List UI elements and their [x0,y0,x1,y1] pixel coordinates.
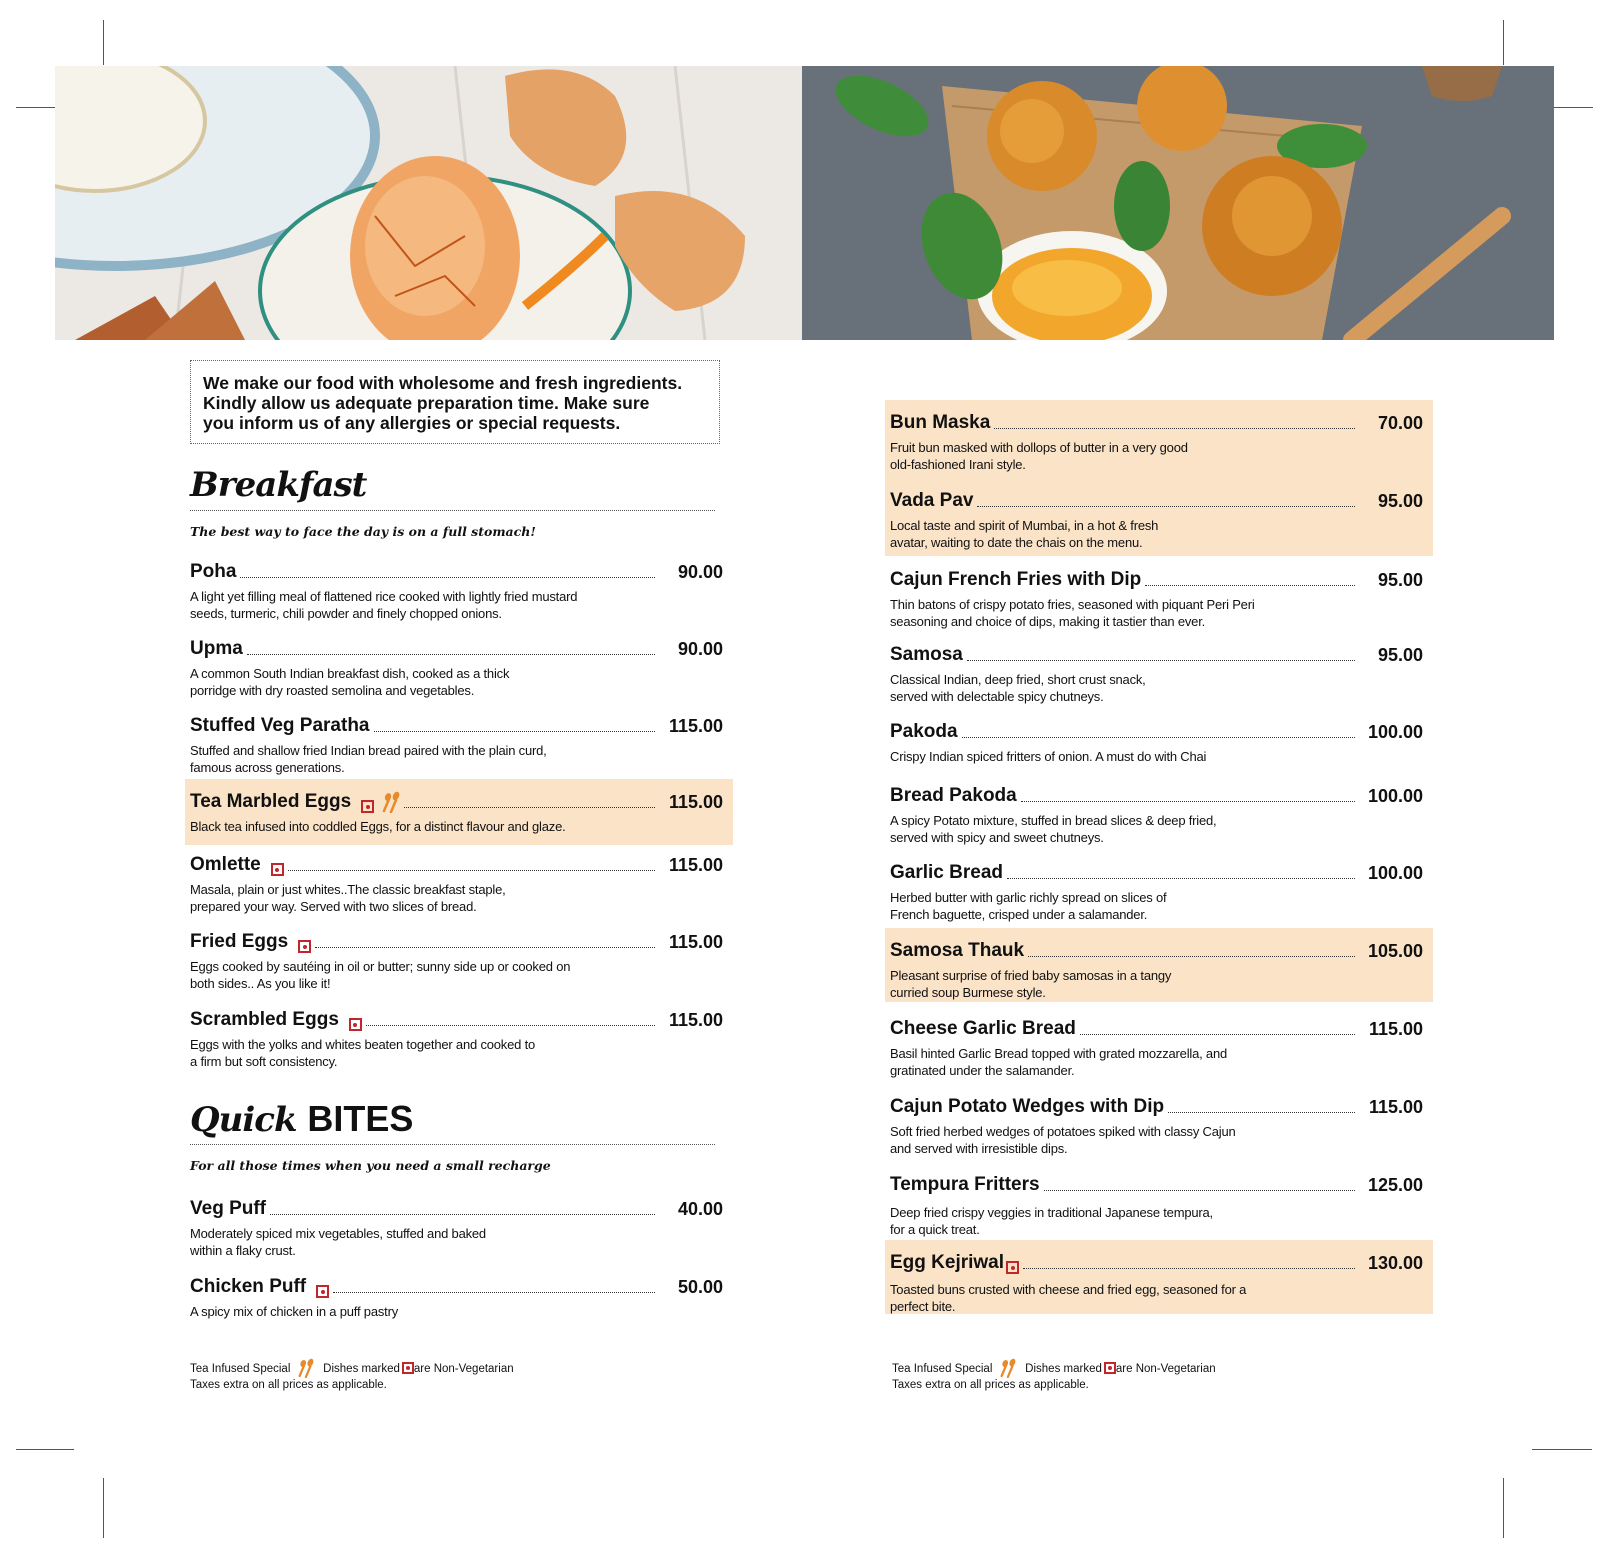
item-price: 125.00 [1367,1175,1423,1195]
tea-spoon-icon [380,791,400,813]
item-price: 95.00 [1377,570,1423,590]
item-description [890,1204,1423,1238]
intro-line: Kindly allow us adequate preparation time. Make sure [203,393,650,413]
desc-line: Local taste and spirit of Mumbai, in a hot & fresh [890,518,1159,533]
desc-line: Classical Indian, deep fried, short crust snack, [890,672,1146,687]
item-name: Upma [190,638,243,659]
item-name: Chicken Puff [190,1276,307,1297]
item-description [190,958,723,992]
menu-item-garlic-bread [885,858,1433,923]
non-veg-icon [361,800,374,813]
item-description [890,517,1423,551]
crop-mark [1532,1449,1592,1450]
desc-line: Basil hinted Garlic Bread topped with grated mozzarella, and [890,1046,1228,1061]
desc-line: A spicy Potato mixture, stuffed in bread slices & deep fried, [890,813,1217,828]
item-description [890,889,1423,923]
desc-line: and served with irresistible dips. [890,1141,1068,1156]
item-price: 40.00 [677,1199,723,1219]
desc-line: Toasted buns crusted with cheese and fried egg, seasoned for a [890,1282,1247,1297]
menu-item-omlette [185,850,733,915]
item-name: Tempura Fritters [890,1174,1040,1195]
menu-item-egg-kejriwal [885,1240,1433,1314]
desc-line: Masala, plain or just whites..The classic breakfast staple, [190,882,506,897]
item-price: 100.00 [1367,863,1423,883]
desc-line: for a quick treat. [890,1222,980,1237]
item-description [890,812,1423,846]
desc-line: old-fashioned Irani style. [890,457,1026,472]
nonveg-prefix: Dishes marked [1025,1363,1102,1375]
tax-note: Taxes extra on all prices as applicable. [190,1379,387,1391]
item-name: Cajun French Fries with Dip [890,569,1142,590]
menu-item-vada-pav [885,486,1433,551]
item-price: 115.00 [668,855,723,875]
dot-leader [288,870,655,871]
tea-eggs-photo [55,66,802,340]
menu-item-veg-puff [185,1194,733,1259]
item-price: 95.00 [1377,645,1423,665]
item-name: Tea Marbled Eggs [190,791,352,812]
breakfast-rule [190,510,715,511]
tea-spoon-icon [998,1358,1016,1378]
desc-line: within a flaky crust. [190,1243,296,1258]
desc-line: prepared your way. Served with two slices of bread. [190,899,477,914]
non-veg-icon [349,1018,362,1031]
item-description [190,818,723,835]
intro-note [190,360,720,444]
item-price: 130.00 [1367,1253,1423,1273]
dot-leader [374,731,656,732]
desc-line: Eggs cooked by sautéing in oil or butter; sunny side up or cooked on [190,959,571,974]
item-price: 100.00 [1367,786,1423,806]
quick-bites-title-caps: BITES [307,1098,414,1139]
breakfast-subtitle: The best way to face the day is on a full stomach! [190,524,536,539]
item-name: Garlic Bread [890,862,1003,883]
menu-item-samosa-thauk [885,928,1433,1002]
dot-leader [994,428,1355,429]
dot-leader [1145,585,1355,586]
non-veg-icon [1104,1362,1116,1374]
menu-item-tea-marbled-eggs [185,779,733,845]
menu-item-fried-eggs [185,927,733,992]
crop-mark [1503,1478,1504,1538]
dot-leader [1007,878,1355,879]
item-price: 115.00 [668,1010,723,1030]
item-name: Stuffed Veg Paratha [190,715,370,736]
nonveg-suffix: are Non-Vegetarian [413,1363,514,1375]
desc-line: famous across generations. [190,760,345,775]
dot-leader [366,1025,655,1026]
item-description [190,665,723,699]
intro-line: We make our food with wholesome and fresh ingredients. [203,373,683,393]
menu-item-cajun-potato-wedges [885,1092,1433,1157]
tea-spoon-icon [296,1358,314,1378]
item-name: Bread Pakoda [890,785,1017,806]
menu-item-poha [185,557,733,622]
item-price: 90.00 [677,562,723,582]
desc-line: curried soup Burmese style. [890,985,1046,1000]
item-description [890,439,1423,473]
item-description [890,1281,1423,1315]
dot-leader [1023,1268,1355,1269]
desc-line: Stuffed and shallow fried Indian bread paired with the plain curd, [190,743,547,758]
desc-line: seasoning and choice of dips, making it tastier than ever. [890,614,1206,629]
item-price: 50.00 [677,1277,723,1297]
menu-item-upma [185,634,733,699]
menu-item-chicken-puff [185,1272,733,1320]
desc-line: Pleasant surprise of fried baby samosas in a tangy [890,968,1172,983]
dot-leader [270,1214,655,1215]
item-price: 115.00 [668,716,723,736]
item-description [890,748,1423,765]
desc-line: A common South Indian breakfast dish, cooked as a thick [190,666,510,681]
dot-leader [967,660,1355,661]
desc-line: Herbed butter with garlic richly spread on slices of [890,890,1167,905]
item-name: Veg Puff [190,1198,267,1219]
item-description [890,1045,1423,1079]
desc-line: A spicy mix of chicken in a puff pastry [190,1304,399,1319]
item-price: 90.00 [677,639,723,659]
crop-mark [16,1449,74,1450]
crop-mark [1503,20,1504,65]
dot-leader [333,1292,655,1293]
dot-leader [315,947,655,948]
item-description [190,881,723,915]
crop-mark [103,1478,104,1538]
menu-item-pakoda [885,717,1433,765]
item-description [890,1123,1423,1157]
desc-line: served with spicy and sweet chutneys. [890,830,1104,845]
legend-line [892,1358,1216,1378]
item-description [890,596,1423,630]
item-description [890,967,1423,1001]
item-description [890,671,1423,705]
item-name: Samosa [890,644,963,665]
item-price: 105.00 [1367,941,1423,961]
nonveg-prefix: Dishes marked [323,1363,400,1375]
desc-line: Fruit bun masked with dollops of butter in a very good [890,440,1188,455]
item-name: Samosa Thauk [890,940,1025,961]
dot-leader [404,807,655,808]
item-name: Egg Kejriwal [890,1252,1005,1273]
dot-leader [1028,956,1355,957]
menu-item-bread-pakoda [885,781,1433,846]
item-name: Omlette [190,854,261,875]
item-price: 100.00 [1367,722,1423,742]
item-name: Fried Eggs [190,931,289,952]
quick-bites-subtitle: For all those times when you need a small recharge [190,1158,551,1173]
item-description [190,588,723,622]
desc-line: Black tea infused into coddled Eggs, for a distinct flavour and glaze. [190,819,566,834]
menu-item-cheese-garlic-bread [885,1014,1433,1079]
desc-line: avatar, waiting to date the chais on the menu. [890,535,1143,550]
desc-line: A light yet filling meal of flattened rice cooked with lightly fried mustard [190,589,578,604]
dot-leader [1044,1190,1355,1191]
footer-legend-left [190,1358,514,1393]
item-description [190,742,723,776]
dot-leader [247,654,655,655]
item-price: 115.00 [668,792,723,812]
item-description [190,1036,723,1070]
menu-item-tempura-fritters [885,1170,1433,1238]
desc-line: gratinated under the salamander. [890,1063,1075,1078]
item-name: Cheese Garlic Bread [890,1018,1076,1039]
item-price: 70.00 [1377,413,1423,433]
tea-label: Tea Infused Special [190,1363,291,1375]
desc-line: served with delectable spicy chutneys. [890,689,1104,704]
menu-item-cajun-french-fries [885,565,1433,630]
item-price: 115.00 [1368,1019,1423,1039]
legend-line [190,1358,514,1378]
breakfast-title: Breakfast [190,465,367,505]
dot-leader [1168,1112,1355,1113]
crop-mark [103,20,104,65]
dot-leader [977,506,1355,507]
item-name: Pakoda [890,721,958,742]
desc-line: French baguette, crisped under a salamander. [890,907,1148,922]
quick-bites-title-script: Quick [190,1100,297,1140]
non-veg-icon [271,863,284,876]
dot-leader [240,577,655,578]
desc-line: perfect bite. [890,1299,956,1314]
dot-leader [962,737,1355,738]
tax-note: Taxes extra on all prices as applicable. [892,1379,1089,1391]
non-veg-icon [402,1362,414,1374]
desc-line: Eggs with the yolks and whites beaten together and cooked to [190,1037,536,1052]
quick-bites-rule [190,1144,715,1145]
dot-leader [1080,1034,1355,1035]
item-description [190,1303,723,1320]
desc-line: Soft fried herbed wedges of potatoes spiked with classy Cajun [890,1124,1236,1139]
desc-line: Deep fried crispy veggies in traditional Japanese tempura, [890,1205,1213,1220]
quick-bites-title [190,1098,413,1140]
intro-line: you inform us of any allergies or special requests. [203,413,621,433]
desc-line: porridge with dry roasted semolina and vegetables. [190,683,475,698]
desc-line: seeds, turmeric, chili powder and finely chopped onions. [190,606,502,621]
non-veg-icon [316,1285,329,1298]
item-name: Bun Maska [890,412,991,433]
menu-item-stuffed-veg-paratha [185,711,733,776]
item-name: Poha [190,561,237,582]
pakoda-photo [802,66,1554,340]
nonveg-suffix: are Non-Vegetarian [1115,1363,1216,1375]
non-veg-icon [298,940,311,953]
desc-line: both sides.. As you like it! [190,976,331,991]
menu-item-scrambled-eggs [185,1005,733,1070]
desc-line: a firm but soft consistency. [190,1054,338,1069]
item-price: 115.00 [668,932,723,952]
item-price: 115.00 [1368,1097,1423,1117]
menu-item-samosa [885,640,1433,705]
desc-line: Crispy Indian spiced fritters of onion. A must do with Chai [890,749,1207,764]
item-name: Scrambled Eggs [190,1009,339,1030]
dot-leader [1021,801,1355,802]
desc-line: Thin batons of crispy potato fries, seasoned with piquant Peri Peri [890,597,1255,612]
item-name: Cajun Potato Wedges with Dip [890,1096,1165,1117]
desc-line: Moderately spiced mix vegetables, stuffed and baked [190,1226,486,1241]
tea-label: Tea Infused Special [892,1363,993,1375]
item-name: Vada Pav [890,490,974,511]
item-description [190,1225,723,1259]
crop-mark [1553,107,1593,108]
footer-legend-right [892,1358,1216,1393]
non-veg-icon [1006,1261,1019,1274]
item-price: 95.00 [1377,491,1423,511]
